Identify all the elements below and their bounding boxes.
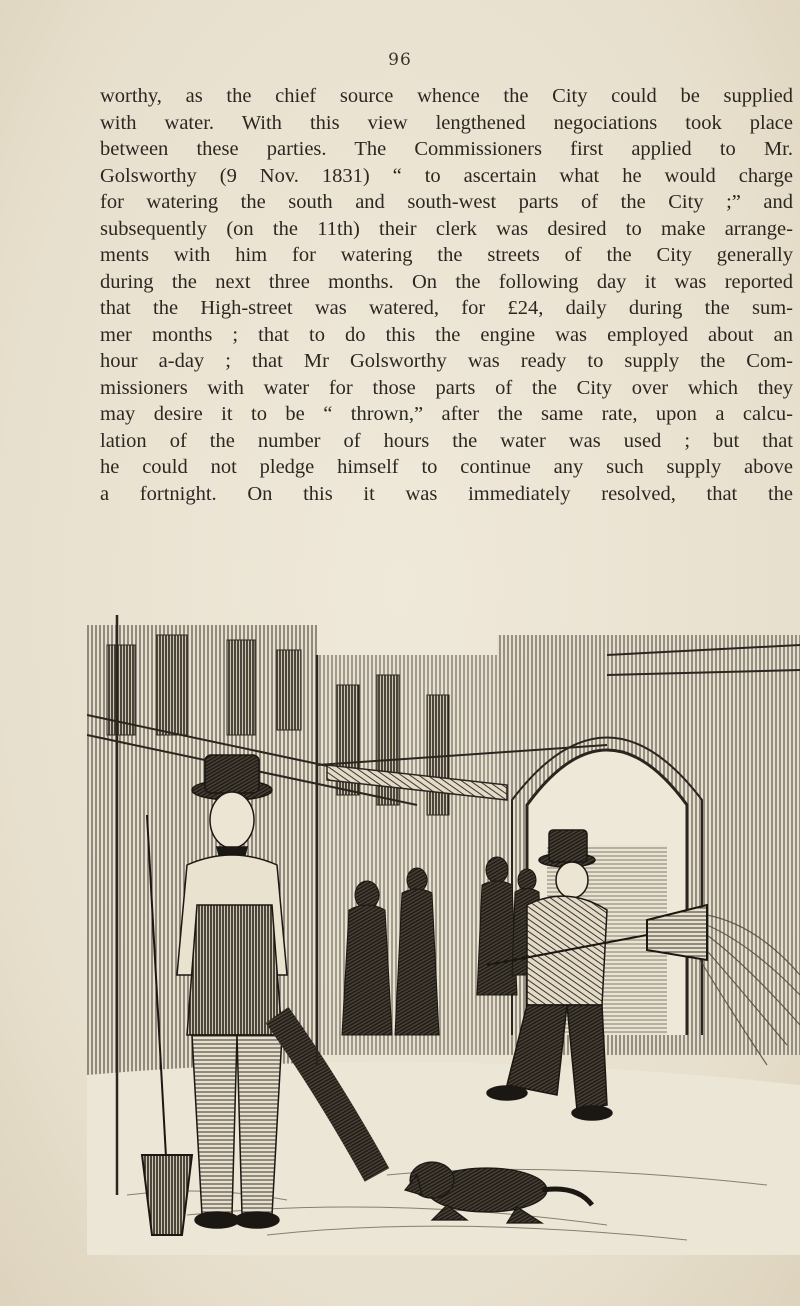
page-number: 96	[388, 50, 412, 70]
text-line: with water. With this view lengthened negociations took place	[100, 111, 793, 134]
text-line: may desire it to be “ thrown,” after the same rate, upon a calcu-	[100, 403, 793, 425]
text-line: hour a-day ; that Mr Golsworthy was ready to supply the Com-	[100, 350, 793, 372]
text-line: a fortnight. On this it was immediately resolved, that the	[100, 482, 793, 505]
text-line: ments with him for watering the streets of the City generally	[100, 244, 793, 266]
text-line: Golsworthy (9 Nov. 1831) “ to ascertain what he would charge	[100, 164, 793, 187]
text-line: during the next three months. On the following day it was reported	[100, 270, 793, 293]
text-line: subsequently (on the 11th) their clerk was desired to make arrange-	[100, 217, 793, 240]
text-line: between these parties. The Commissioners first applied to Mr.	[100, 138, 793, 160]
street-watering-engraving	[87, 615, 800, 1255]
center-windows	[337, 675, 449, 815]
text-line: he could not pledge himself to continue any such supply above	[100, 456, 793, 478]
text-line: that the High-street was watered, for £24, daily during the sum-	[100, 297, 793, 319]
text-line: mer months ; that to do this the engine was employed about an	[100, 323, 793, 346]
apron	[187, 905, 282, 1035]
text-line: for watering the south and south-west parts of the City ;” and	[100, 191, 793, 213]
text-line: worthy, as the chief source whence the City could be supplied	[100, 85, 793, 107]
text-line: lation of the number of hours the water was used ; but that	[100, 429, 793, 452]
body-text	[100, 83, 793, 507]
text-line: missioners with water for those parts of the City over which they	[100, 376, 793, 399]
